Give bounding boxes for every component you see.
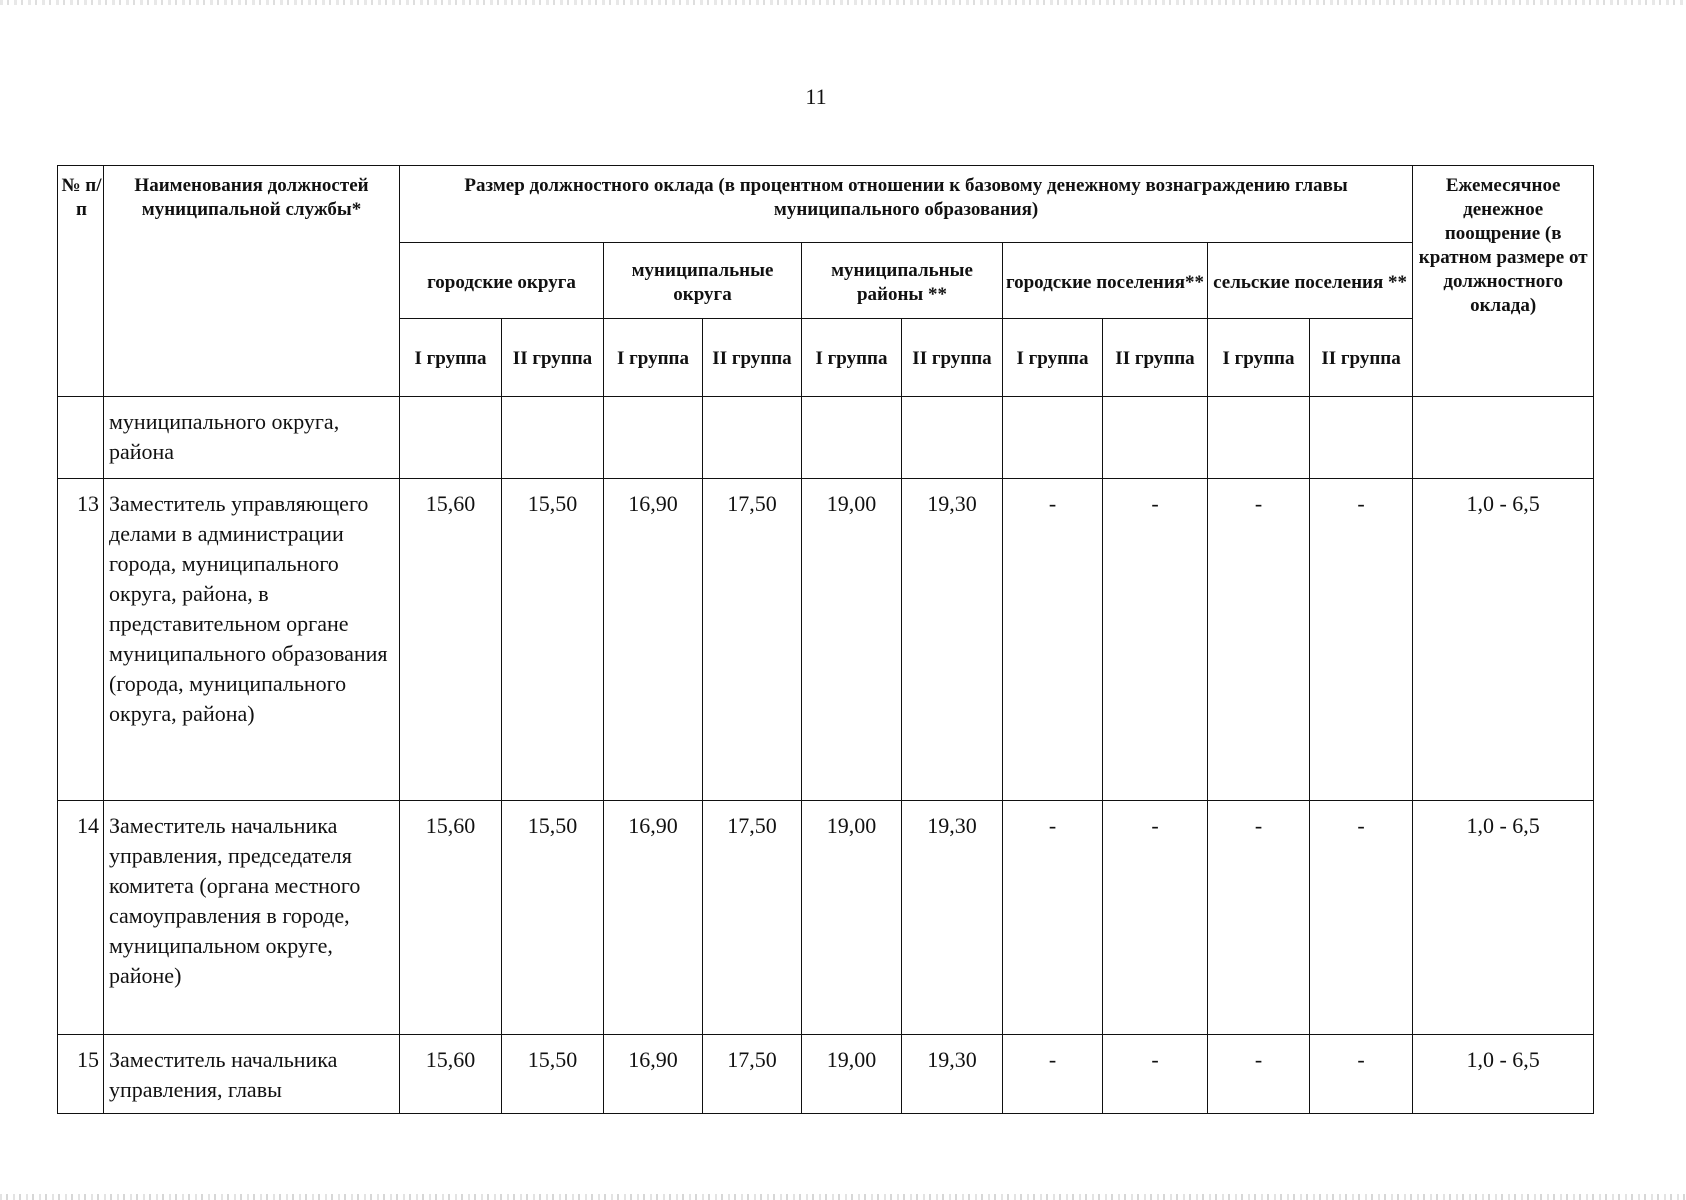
salary-cell: -	[1310, 1035, 1413, 1114]
position-name: Заместитель начальника управления, главы	[104, 1035, 400, 1114]
header-monthly-bonus: Ежемесячное денежное поощрение (в кратном размере от должностного оклада)	[1413, 166, 1594, 397]
scan-edge-bottom	[0, 1194, 1686, 1200]
table-row	[58, 479, 1594, 801]
row-number: 15	[58, 1035, 104, 1114]
salary-cell: 15,60	[400, 801, 502, 1035]
salary-cell	[1208, 397, 1310, 479]
header-subgroup-2: II группа	[1310, 319, 1413, 397]
row-number	[58, 397, 104, 479]
header-subgroup-1: I группа	[604, 319, 703, 397]
salary-cell: 15,50	[502, 479, 604, 801]
salary-cell: -	[1310, 479, 1413, 801]
header-group-municipal-regions: муниципальные районы **	[802, 243, 1003, 319]
salary-cell: -	[1103, 1035, 1208, 1114]
header-position-name: Наименования должностей муниципальной службы*	[104, 166, 400, 397]
position-name: муниципального округа, района	[104, 397, 400, 479]
scan-edge-top	[0, 0, 1686, 5]
table-body	[58, 397, 1594, 1114]
header-subgroup-1: I группа	[1208, 319, 1310, 397]
header-subgroup-1: I группа	[802, 319, 902, 397]
salary-cell: 17,50	[703, 479, 802, 801]
table-row	[58, 397, 1594, 479]
salary-cell: 19,30	[902, 479, 1003, 801]
page-number: 11	[805, 84, 827, 109]
table-row	[58, 801, 1594, 1035]
header-subgroup-2: II группа	[502, 319, 604, 397]
row-number: 14	[58, 801, 104, 1035]
salary-cell: 19,00	[802, 479, 902, 801]
bonus-cell: 1,0 - 6,5	[1413, 801, 1594, 1035]
position-name: Заместитель управляющего делами в администрации города, муниципального округа, района, в представительном органе муниципального образования (города, муниципального округа, района)	[104, 479, 400, 801]
salary-cell: -	[1003, 479, 1103, 801]
header-salary: Размер должностного оклада (в процентном отношении к базовому денежному вознаграждению главы муниципального образования)	[400, 166, 1413, 243]
salary-cell: 19,00	[802, 801, 902, 1035]
header-group-city-settlements: городские поселения**	[1003, 243, 1208, 319]
salary-cell	[502, 397, 604, 479]
salary-cell: -	[1208, 801, 1310, 1035]
header-number: № п/п	[58, 166, 104, 397]
salary-cell: 16,90	[604, 801, 703, 1035]
salary-cell: 19,00	[802, 1035, 902, 1114]
salary-cell: -	[1208, 479, 1310, 801]
salary-cell: 19,30	[902, 1035, 1003, 1114]
header-group-rural-settlements: сельские поселения **	[1208, 243, 1413, 319]
salary-cell	[1310, 397, 1413, 479]
salary-cell	[802, 397, 902, 479]
salary-cell: -	[1003, 801, 1103, 1035]
salary-cell: 17,50	[703, 801, 802, 1035]
salary-cell	[1003, 397, 1103, 479]
salary-cell: -	[1103, 479, 1208, 801]
salary-cell	[902, 397, 1003, 479]
header-subgroup-2: II группа	[902, 319, 1003, 397]
salary-cell	[703, 397, 802, 479]
salary-cell: 17,50	[703, 1035, 802, 1114]
bonus-cell	[1413, 397, 1594, 479]
header-subgroup-1: I группа	[1003, 319, 1103, 397]
salary-cell: 16,90	[604, 1035, 703, 1114]
header-subgroup-2: II группа	[703, 319, 802, 397]
header-group-city-districts: городские округа	[400, 243, 604, 319]
salary-cell: -	[1003, 1035, 1103, 1114]
bonus-cell: 1,0 - 6,5	[1413, 479, 1594, 801]
header-subgroup-1: I группа	[400, 319, 502, 397]
salary-table	[57, 165, 1594, 1114]
salary-cell: 19,30	[902, 801, 1003, 1035]
row-number: 13	[58, 479, 104, 801]
salary-cell: -	[1310, 801, 1413, 1035]
header-group-municipal-districts: муниципальные округа	[604, 243, 802, 319]
table-row	[58, 1035, 1594, 1114]
salary-cell: -	[1103, 801, 1208, 1035]
salary-cell	[400, 397, 502, 479]
header-subgroup-2: II группа	[1103, 319, 1208, 397]
position-name: Заместитель начальника управления, председателя комитета (органа местного самоуправления в городе, муниципальном округе, районе)	[104, 801, 400, 1035]
salary-cell: 15,50	[502, 801, 604, 1035]
salary-cell: -	[1208, 1035, 1310, 1114]
salary-cell: 15,60	[400, 479, 502, 801]
bonus-cell: 1,0 - 6,5	[1413, 1035, 1594, 1114]
table-header	[58, 166, 1594, 397]
salary-cell	[604, 397, 703, 479]
salary-cell: 15,60	[400, 1035, 502, 1114]
salary-cell: 16,90	[604, 479, 703, 801]
salary-cell: 15,50	[502, 1035, 604, 1114]
salary-cell	[1103, 397, 1208, 479]
